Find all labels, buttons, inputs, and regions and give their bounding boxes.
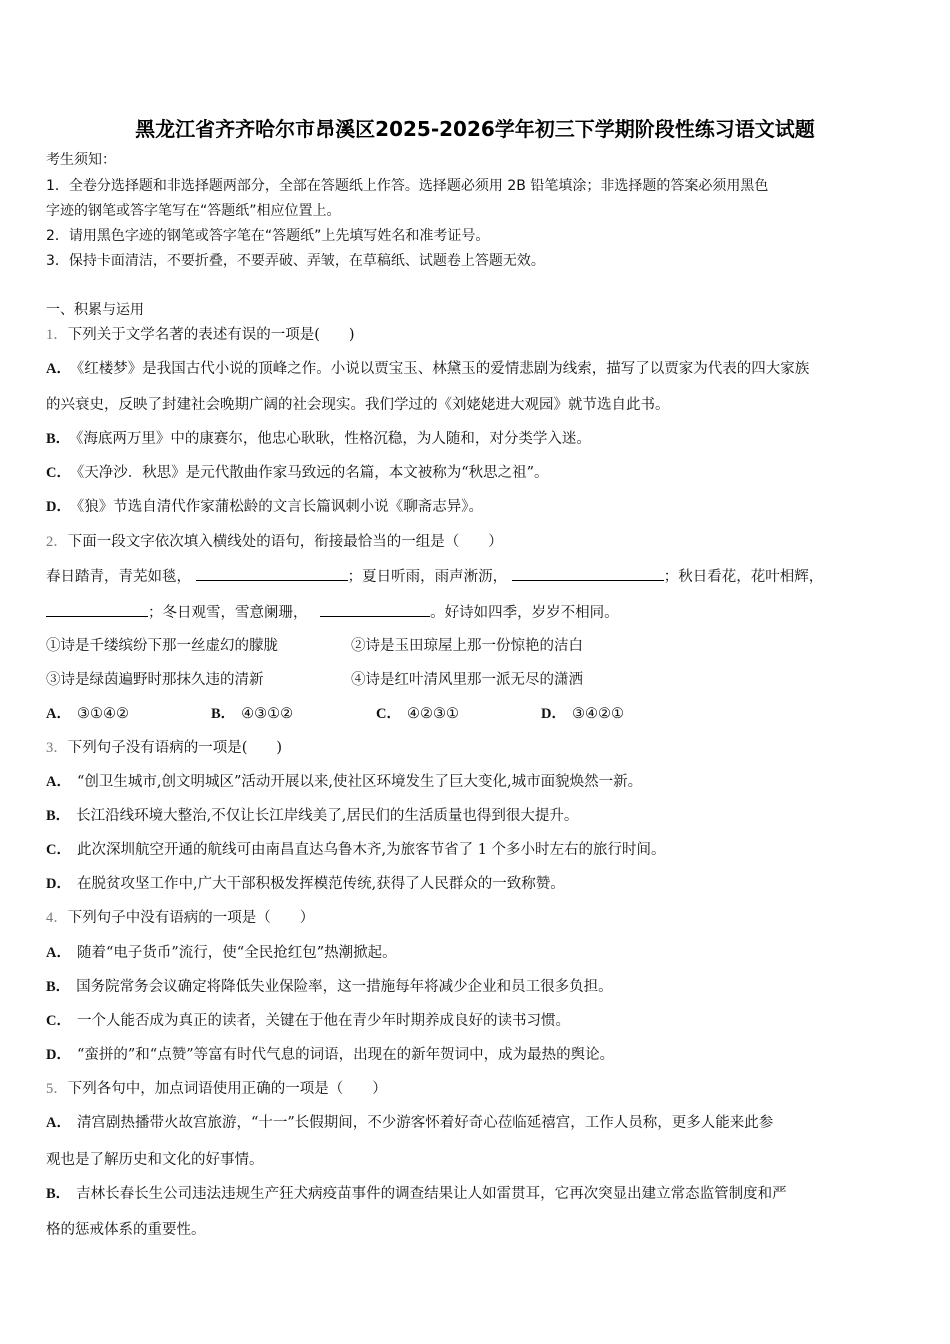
choice-d: D． ③④②① [541, 706, 624, 722]
notice-heading: 考生须知： [46, 152, 116, 168]
question-2-stem: 2．下面一段文字依次填入横线处的语句，衔接最恰当的一组是（ ） [46, 534, 503, 550]
notice-item-1: 1．全卷分选择题和非选择题两部分，全部在答题纸上作答。选择题必须用 2B 铅笔填涂；非选择题的答案必须用黑色 [46, 178, 769, 194]
choice-a: A． ③①④② [46, 706, 129, 722]
document-title: 黑龙江省齐齐哈尔市昂溪区2025-2026学年初三下学期阶段性练习语文试题 [135, 117, 815, 141]
question-5-option-a-cont: 观也是了解历史和文化的好事情。 [46, 1152, 264, 1168]
question-3-option-d: D． 在脱贫攻坚工作中,广大干部积极发挥模范传统,获得了人民群众的一致称赞。 [46, 876, 565, 892]
question-1-option-a-cont: 的兴衰史，反映了封建社会晚期广阔的社会现实。我们学过的《刘姥姥进大观园》就节选自此书。 [46, 397, 670, 413]
question-4-option-c: C． 一个人能否成为真正的读者，关键在于他在青少年时期养成良好的读书习惯。 [46, 1013, 570, 1029]
question-1-option-d: D． 《狼》节选自清代作家蒲松龄的文言长篇讽刺小说《聊斋志异》。 [46, 499, 483, 515]
notice-item-3: 3．保持卡面清洁，不要折叠，不要弄破、弄皱，在草稿纸、试题卷上答题无效。 [46, 253, 545, 269]
question-3-option-a: A． “创卫生城市,创文明城区”活动开展以来,使社区环境发生了巨大变化,城市面貌焕然一新。 [46, 774, 643, 790]
choice-b: B． ④③①② [211, 706, 294, 722]
question-5-stem: 5．下列各句中，加点词语使用正确的一项是（ ） [46, 1081, 387, 1097]
question-5-option-a: A． 清宫剧热播带火故宫旅游，“十一”长假期间，不少游客怀着好奇心莅临延禧宫，工作人员称，更多人能来此参 [46, 1115, 774, 1131]
question-5-option-b: B． 吉林长春长生公司违法违规生产狂犬病疫苗事件的调查结果让人如雷贯耳，它再次突显出建立常态监管制度和严 [46, 1186, 787, 1202]
notice-item-1-cont: 字迹的钢笔或答字笔写在“答题纸”相应位置上。 [46, 203, 341, 219]
choice-c: C． ④②③① [376, 706, 459, 722]
question-2-passage-line-2: ；冬日观雪，雪意阑珊， 。好诗如四季，岁岁不相同。 [46, 602, 619, 623]
fill-blank-3[interactable] [46, 602, 148, 617]
question-2-choices [46, 704, 624, 724]
question-1-option-c: C． 《天净沙．秋思》是元代散曲作家马致远的名篇，本文被称为“秋思之祖”。 [46, 465, 549, 481]
question-1-option-b: B． 《海底两万里》中的康赛尔，他忠心耿耿，性格沉稳，为人随和，对分类学入迷。 [46, 431, 591, 447]
question-3-option-c: C． 此次深圳航空开通的航线可由南昌直达乌鲁木齐,为旅客节省了 1 个多小时左右的旅行时间。 [46, 842, 666, 858]
question-3-stem: 3．下列句子没有语病的一项是( ) [46, 740, 283, 756]
question-5-option-b-cont: 格的惩戒体系的重要性。 [46, 1222, 206, 1238]
fill-blank-2[interactable] [512, 566, 664, 581]
question-1-stem: 1．下列关于文学名著的表述有误的一项是( ) [46, 327, 355, 343]
question-2-passage-line-1: 春日踏青，青芜如毯， ；夏日听雨，雨声淅沥， ；秋日看花，花叶相辉， [46, 566, 823, 587]
fill-blank-1[interactable] [196, 566, 348, 581]
notice-item-2: 2．请用黑色字迹的钢笔或答字笔在“答题纸”上先填写姓名和准考证号。 [46, 228, 490, 244]
question-3-option-b: B． 长江沿线环境大整治,不仅让长江岸线美了,居民们的生活质量也得到很大提升。 [46, 808, 579, 824]
question-4-option-b: B． 国务院常务会议确定将降低失业保险率，这一措施每年将减少企业和员工很多负担。 [46, 979, 613, 995]
question-4-option-a: A． 随着“电子货币”流行，使“全民抢红包”热潮掀起。 [46, 945, 397, 961]
section-heading: 一、积累与运用 [46, 302, 144, 318]
question-2-sentences-row-1: ①诗是千缕缤纷下那一丝虚幻的朦胧 ②诗是玉田琼屋上那一份惊艳的洁白 [46, 638, 583, 654]
question-number: 1． [46, 327, 68, 343]
question-4-stem: 4．下列句子中没有语病的一项是（ ） [46, 910, 315, 926]
fill-blank-4[interactable] [320, 602, 430, 617]
question-4-option-d: D． “蛮拼的”和“点赞”等富有时代气息的词语，出现在的新年贺词中，成为最热的舆论。 [46, 1047, 615, 1063]
question-2-sentences-row-2: ③诗是绿茵遍野时那抹久违的清新 ④诗是红叶清风里那一派无尽的潇洒 [46, 672, 583, 688]
question-1-option-a: A． 《红楼梦》是我国古代小说的顶峰之作。小说以贾宝玉、林黛玉的爱情悲剧为线索，描写了以贾家为代表的四大家族 [46, 361, 810, 377]
